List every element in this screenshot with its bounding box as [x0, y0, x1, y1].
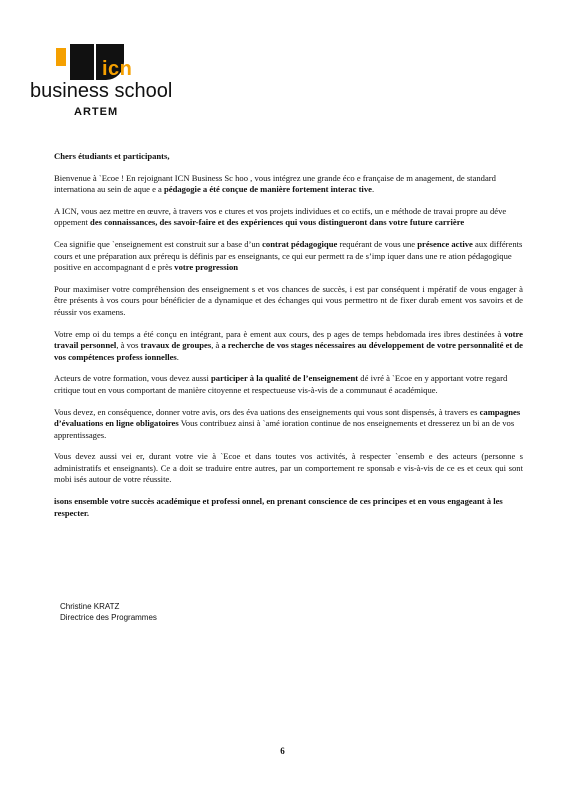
paragraph-quality: Acteurs de votre formation, vous devez aussi participer à la qualité de l’enseignement dé ivré à `Ecoe en y apportant votre regard critique tout en vous comportant de manière citoyenne et respectueuse vis-à-vis de a communaut é académique. — [54, 373, 508, 395]
signature-block — [60, 602, 157, 623]
logo-icn-text: icn — [102, 58, 133, 80]
icn-business-school-logo — [30, 44, 173, 124]
paragraph-respect: Vous devez aussi vei er, durant votre vie à `Ecoe et dans toutes vos activités, à respecter `ensemb e des acteurs (personne s administratifs et enseignants). Ce a doit se traduire entre autres, par un comportement re sponsab e vis-à-vis de ce es et ceux qui sont mobi isés autour de votre réussite. — [54, 451, 523, 485]
letter-body — [54, 151, 523, 529]
logo-orange-square — [56, 48, 66, 66]
logo-black-block — [70, 44, 94, 80]
signatory-name: Christine KRATZ — [60, 602, 120, 611]
paragraph-contract: Cea signifie que `enseignement est construit sur a base d’un contrat pédagogique requérant de vous une présence active aux différents cours et une préparation aux prérequ is définis par es enseignants, ce qui eur permett ra de s’imp iquer dans une re ation pédagogique positive en accompagnant d e près votre progression — [54, 238, 523, 273]
paragraph-welcome: Bienvenue à `Ecoe ! En rejoignant ICN Business Sc hoo , vous intégrez une grande éco e française de m anagement, de standard internationa au sein de aque e a pédagogie a été conçue de manière fortement interac tive. — [54, 172, 496, 195]
icn-logo-mark — [56, 44, 166, 82]
salutation: Chers étudiants et participants, — [54, 151, 170, 161]
paragraph-method: A ICN, vous aez mettre en œuvre, à travers vos e ctures et vos projets individues et co ectifs, un e méthode de travai propre au déve oppement des connaissances, des savoir-faire et des expériences qui vous distingueront dans votre future carrière — [54, 205, 507, 228]
signatory-title: Directrice des Programmes — [60, 612, 157, 622]
logo-artem-text: ARTEM — [74, 106, 119, 118]
paragraph-closing: isons ensemble votre succès académique et professi onnel, en prenant conscience de ces principes et en vous engageant à les respecter. — [54, 496, 503, 518]
paragraph-attendance: Pour maximiser votre compréhension des enseignement s et vos chances de succès, i est par conséquent i mpératif de vous engager à être présents à vos cours pour bénéficier de a dynamique et des échanges qui vous permettro nt de fixer durab ement vos savoirs et de réussir vos examens. — [54, 283, 523, 317]
page-number: 6 — [280, 746, 285, 756]
logo-business-school-text: business school — [30, 80, 173, 102]
paragraph-schedule: Votre emp oi du temps a été conçu en intégrant, para è ement aux cours, des p ages de temps hebdomada ires ibres destinées à votre travail personnel, à vos travaux de groupes, à a recherche de vos stages nécessaires au développement de votre personnalité et de vos compétences profess ionnelles. — [54, 328, 523, 362]
paragraph-evaluations: Vous devez, en conséquence, donner votre avis, ors des éva uations des enseignements qui vous sont dispensés, à travers es campagnes d’évaluations en ligne obligatoires Vous contribuez ainsi à `amé ioration continue de nos enseignements et dresserez un bi an de vos apprentissages. — [54, 406, 521, 440]
